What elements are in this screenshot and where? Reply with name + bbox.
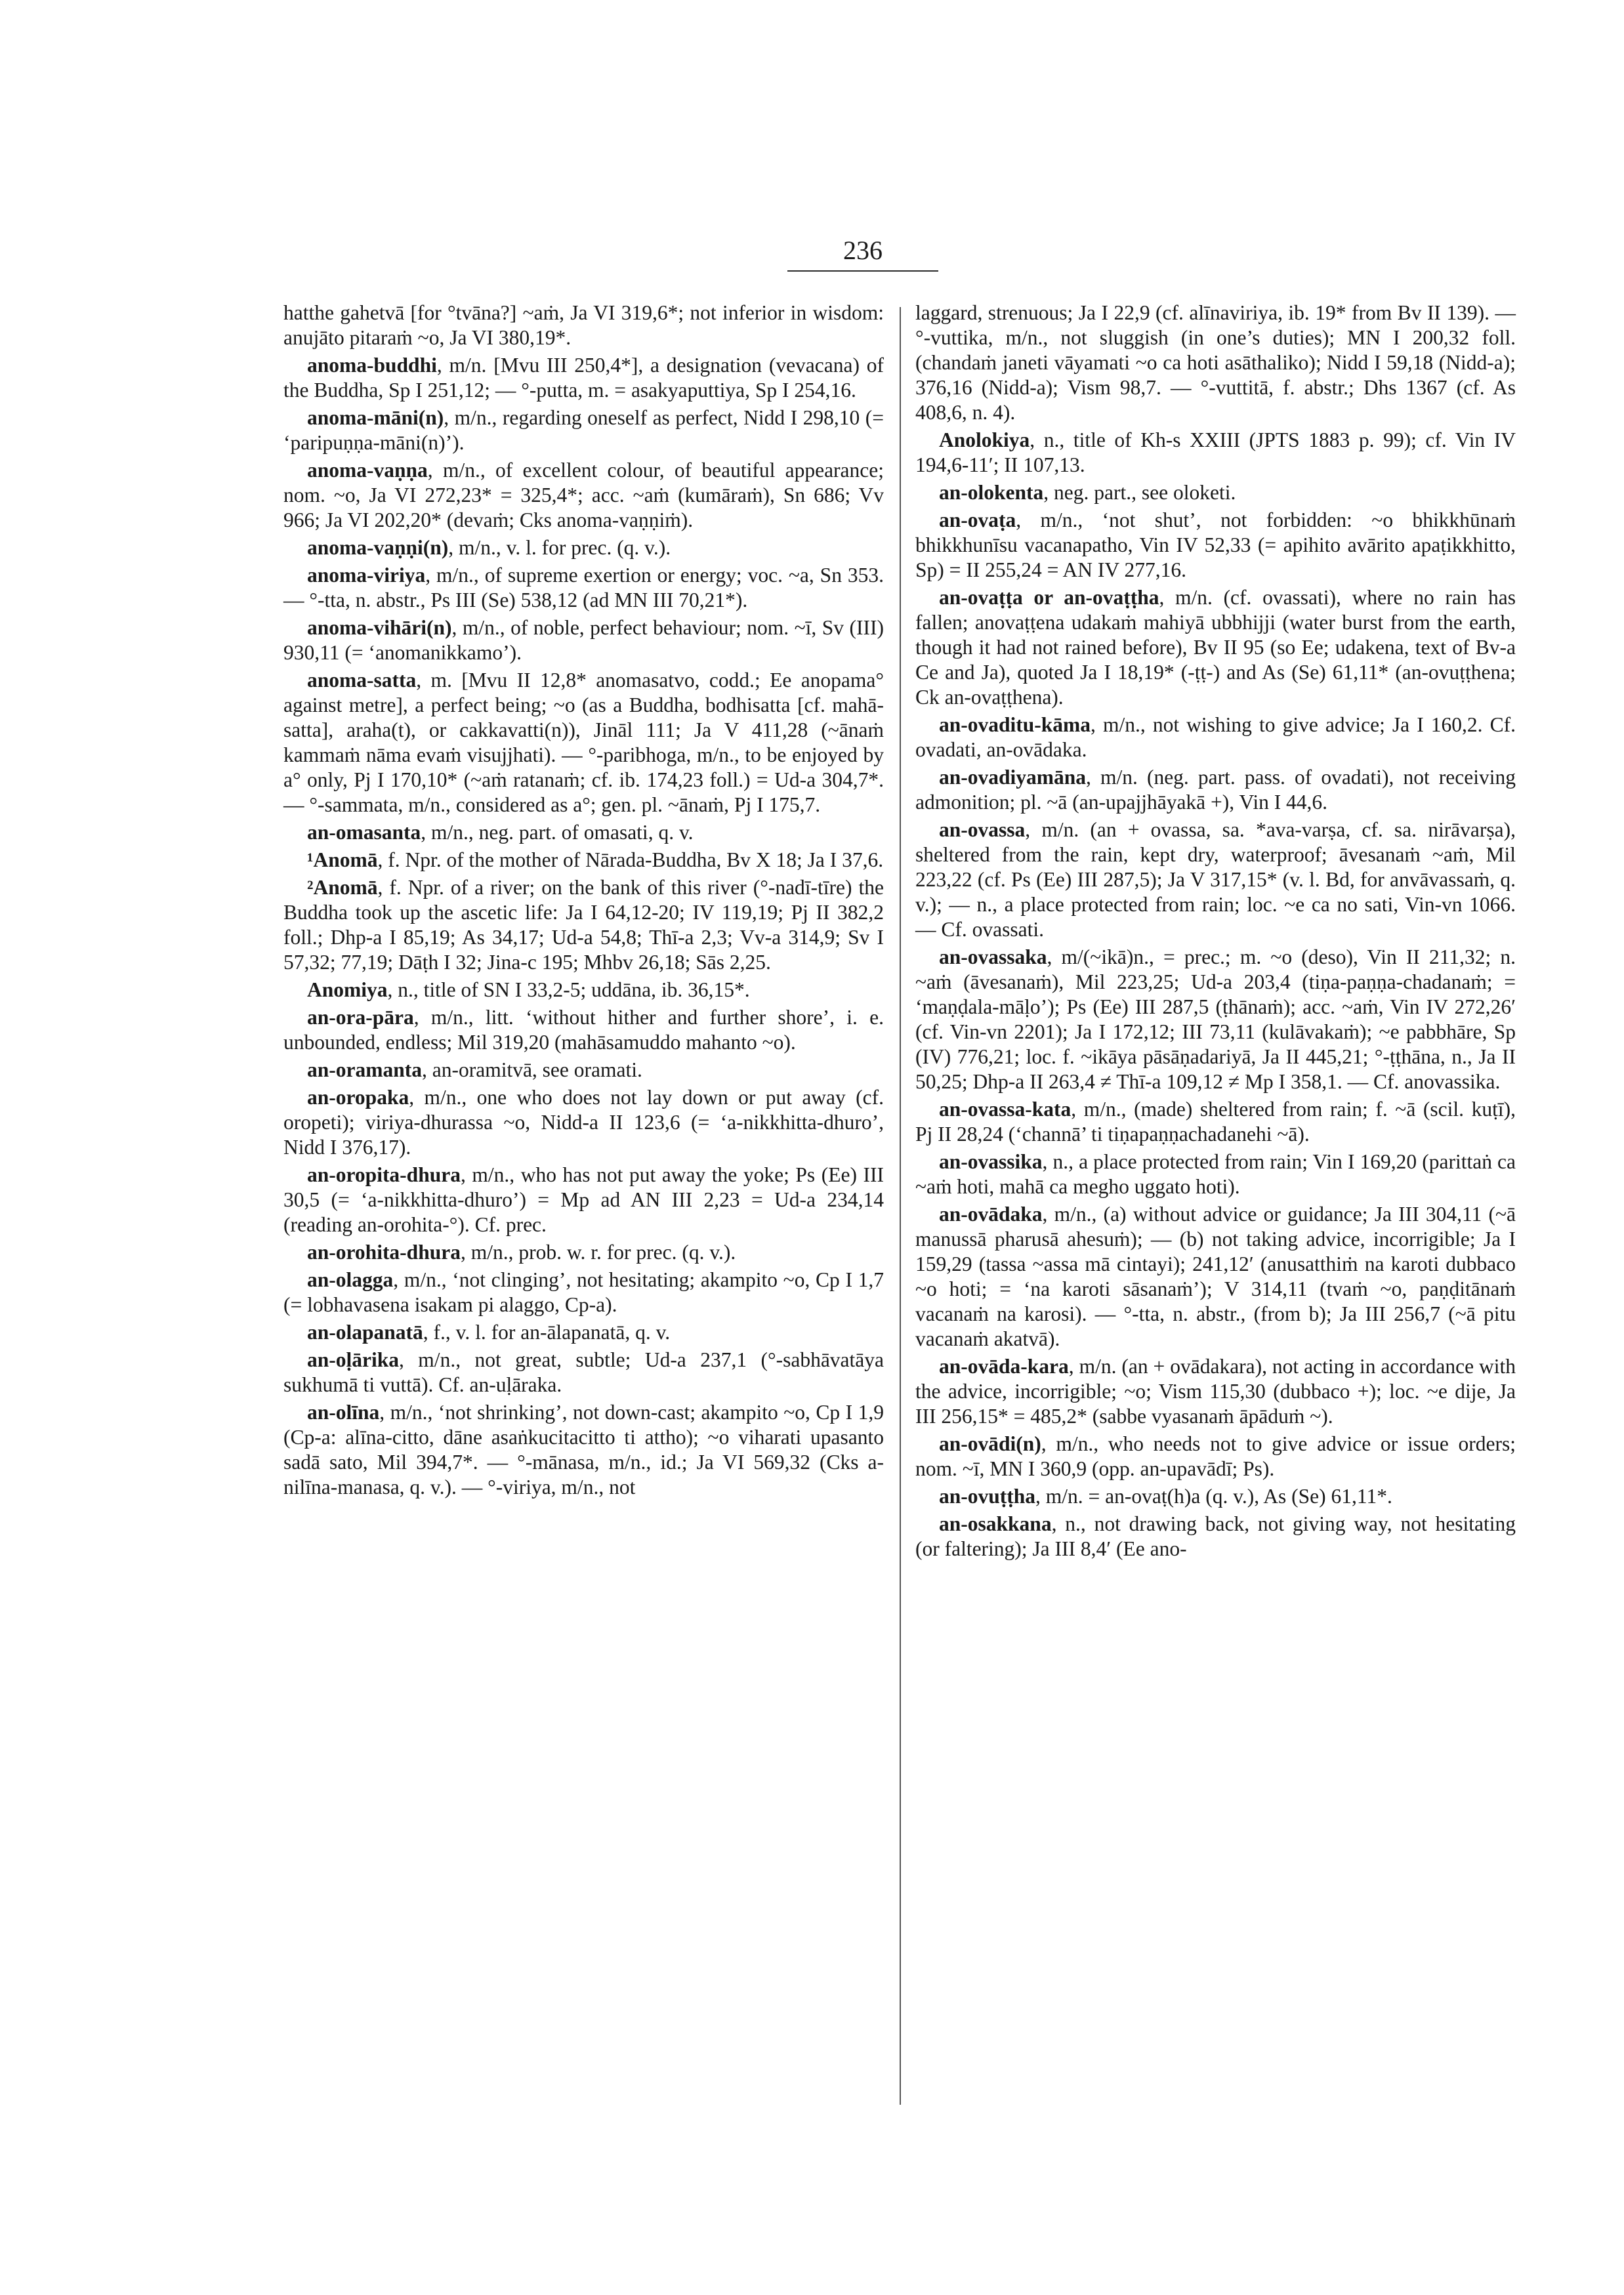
entry-headword: anoma-vaṇṇi(n) xyxy=(307,536,449,559)
entry-headword: an-olokenta xyxy=(939,481,1044,504)
dictionary-entry: ²Anomā, f. Npr. of a river; on the bank of this river (°-nadī-tīre) the Buddha took up the ascetic life: Ja I 64,12-20; IV 119,19; Pj II 382,2 foll.; Dhp-a I 85,19; As 34,17; Ud-a 54,8; Thī-a 2,3; Vv-a 314,9; Sv I 57,32; 77,19; Dāṭh I 32; Jina-c 195; Mhbv 26,18; Sās 2,25. xyxy=(283,876,884,974)
dictionary-entry: an-oropita-dhura, m/n., who has not put away the yoke; Ps (Ee) III 30,5 (= ‘a-nikkhitta-dhuro’) = Mp ad AN III 2,23 = Ud-a 234,14 (reading an-orohita-°). Cf. prec. xyxy=(283,1163,884,1236)
entry-headword: an-oramanta xyxy=(307,1058,422,1081)
entry-headword: an-ovuṭṭha xyxy=(939,1485,1036,1508)
dictionary-entry: anoma-māni(n), m/n., regarding oneself as perfect, Nidd I 298,10 (= ‘paripuṇṇa-māni(n)’). xyxy=(283,406,884,454)
dictionary-entry: an-ovaṭṭa or an-ovaṭṭha, m/n. (cf. ovassati), where no rain has fallen; anovaṭṭena udakaṁ mahiyā ubbhijji (water burst from the earth, though it had not rained before), Bv II 95 (so Ee; udakena, text of Bv-a Ce and Ja), quoted Ja I 18,19* (-ṭṭ-) and As (Se) 61,11* (an-ovuṭṭhena; Ck an-ovaṭṭhena). xyxy=(915,586,1516,709)
entry-headword: ¹Anomā xyxy=(307,848,378,871)
dictionary-entry: anoma-viriya, m/n., of supreme exertion or energy; voc. ~a, Sn 353. — °-tta, n. abstr., Ps III (Se) 538,12 (ad MN III 70,21*). xyxy=(283,564,884,611)
page-number-rule xyxy=(787,270,938,272)
page-number: 236 xyxy=(843,236,883,265)
dictionary-entry: an-orohita-dhura, m/n., prob. w. r. for prec. (q. v.). xyxy=(307,1241,736,1264)
entry-headword: an-ovaṭa xyxy=(939,508,1016,531)
dictionary-entry: an-ovuṭṭha, m/n. = an-ovaṭ(h)a (q. v.), As (Se) 61,11*. xyxy=(939,1485,1392,1508)
dictionary-entry: an-ovaditu-kāma, m/n., not wishing to give advice; Ja I 160,2. Cf. ovadati, an-ovādaka. xyxy=(915,713,1516,761)
dictionary-entry: anoma-vihāri(n), m/n., of noble, perfect behaviour; nom. ~ī, Sv (III) 930,11 (= ‘anomanikkamo’). xyxy=(283,616,884,664)
dictionary-entry: an-ovādaka, m/n., (a) without advice or guidance; Ja III 304,11 (~ā manussā pharusā ahesuṁ); — (b) not taking advice, incorrigible; Ja I 159,29 (tassa ~assa mā cintayi); 241,12′ (anusatthiṁ na karoti dubbaco ~o hoti; = ‘na karoti sāsanaṁ’); V 314,11 (tvaṁ ~o, paṇḍitānaṁ vacanaṁ na karosi). — °-tta, n. abstr., (from b); Ja III 256,7 (~ā pitu vacanaṁ akatvā). xyxy=(915,1203,1516,1350)
dictionary-entry: an-olokenta, neg. part., see oloketi. xyxy=(939,481,1236,504)
dictionary-entry: anoma-buddhi, m/n. [Mvu III 250,4*], a designation (vevacana) of the Buddha, Sp I 251,12; — °-putta, m. = asakyaputtiya, Sp I 254,16. xyxy=(283,354,884,402)
dictionary-entry: an-ovāda-kara, m/n. (an + ovādakara), not acting in accordance with the advice, incorrigible; ~o; Vism 115,30 (dubbaco +); loc. ~e dije, Ja III 256,15* = 485,2* (sabbe vyasanaṁ āpāduṁ ~). xyxy=(915,1355,1516,1428)
column-divider xyxy=(900,307,901,2105)
dictionary-entry: anoma-satta, m. [Mvu II 12,8* anomasatvo, codd.; Ee anopama° against metre], a perfect being; ~o (as a Buddha, bodhisatta [cf. mahā-satta], araha(t), or cakkavatti(n)), Jināl 111; Ja V 411,28 (~ānaṁ kammaṁ nāma evaṁ visujjhati). — °-paribhoga, m/n., to be enjoyed by a° only, Pj I 170,10* (~aṁ ratanaṁ; cf. ib. 174,23 foll.) = Ud-a 304,7*. — °-sammata, m/n., considered as a°; gen. pl. ~ānaṁ, Pj I 175,7. xyxy=(283,669,884,816)
entry-headword: an-ovadiyamāna xyxy=(939,766,1087,789)
dictionary-entry: an-osakkana, n., not drawing back, not giving way, not hesitating (or faltering); Ja III 8,4′ (Ee ano- xyxy=(915,1512,1516,1560)
dictionary-entry: an-oramanta, an-oramitvā, see oramati. xyxy=(307,1058,642,1081)
dictionary-entry: an-olagga, m/n., ‘not clinging’, not hesitating; akampito ~o, Cp I 1,7 (= lobhavasena isakam pi alaggo, Cp-a). xyxy=(283,1268,884,1316)
entry-headword: an-omasanta xyxy=(307,821,421,844)
dictionary-entry: laggard, strenuous; Ja I 22,9 (cf. alīnaviriya, ib. 19* from Bv II 139). — °-vuttika, m/n., not sluggish (in one’s duties); MN I 200,32 foll. (chandaṁ janeti vāyamati ~o ca hoti asāthaliko); Nidd I 59,18 (Nidd-a); 376,16 (Nidd-a); Vism 98,7. — °-vuttitā, f. abstr.; Dhs 1367 (cf. As 408,6, n. 4). xyxy=(915,301,1516,424)
dictionary-entry: an-ora-pāra, m/n., litt. ‘without hither and further shore’, i. e. unbounded, endless; Mil 319,20 (mahāsamuddo mahanto ~o). xyxy=(283,1006,884,1054)
entry-headword: an-ovassika xyxy=(939,1150,1043,1173)
entry-headword: anoma-māni(n) xyxy=(307,406,444,429)
right-column xyxy=(915,300,1516,1564)
dictionary-entry: Anolokiya, n., title of Kh-s XXIII (JPTS 1883 p. 99); cf. Vin IV 194,6-11′; II 107,13. xyxy=(915,428,1516,476)
left-column xyxy=(283,300,884,1502)
entry-headword: ²Anomā xyxy=(307,876,378,899)
entry-headword: anoma-satta xyxy=(307,669,417,692)
entry-headword: an-oḷārika xyxy=(307,1348,400,1371)
dictionary-entry: an-ovassaka, m/(~ikā)n., = prec.; m. ~o (deso), Vin II 211,32; n. ~aṁ (āvesanaṁ), Mil 223,25; Ud-a 203,4 (tiṇa-paṇṇa-chadanaṁ; = ‘maṇḍala-māḷo’); Ps (Ee) III 287,5 (ṭhānaṁ); acc. ~aṁ, Vin IV 272,26′ (cf. Vin-vn 2201); Ja I 172,12; III 73,11 (kulāvakaṁ); ~e pabbhāre, Sp (IV) 776,21; loc. f. ~ikāya pāsāṇadariyā, Ja II 445,21; °-ṭṭhāna, n., Ja II 50,25; Dhp-a II 263,4 ≠ Thī-a 109,12 ≠ Mp I 358,1. — Cf. anovassika. xyxy=(915,945,1516,1093)
entry-headword: anoma-buddhi xyxy=(307,354,437,377)
entry-headword: an-olīna xyxy=(307,1401,380,1424)
dictionary-entry: an-ovassa, m/n. (an + ovassa, sa. *ava-varṣa, cf. sa. nirāvarṣa), sheltered from the rain, kept dry, waterproof; āvesanaṁ ~aṁ, Mil 223,22 (cf. Ps (Ee) III 287,5); Ja V 317,15* (v. l. Bd, for anvāvassaṁ, q. v.); — n., a place protected from rain; loc. ~e ca no sati, Vin-vn 1066. — Cf. ovassati. xyxy=(915,818,1516,941)
entry-headword: an-ovaṭṭa or an-ovaṭṭha xyxy=(939,586,1159,609)
dictionary-entry: an-ovaṭa, m/n., ‘not shut’, not forbidden: ~o bhikkhūnaṁ bhikkhunīsu vacanapatho, Vin IV 52,33 (= apihito avārito apaṭikkhitto, Sp) = II 255,24 = AN IV 277,16. xyxy=(915,508,1516,581)
dictionary-entry: an-ovādi(n), m/n., who needs not to give advice or issue orders; nom. ~ī, MN I 360,9 (opp. an-upavādī; Ps). xyxy=(915,1432,1516,1480)
dictionary-entry: anoma-vaṇṇa, m/n., of excellent colour, of beautiful appearance; nom. ~o, Ja VI 272,23* = 325,4*; acc. ~aṁ (kumāraṁ), Sn 686; Vv 966; Ja VI 202,20* (devaṁ; Cks anoma-vaṇṇiṁ). xyxy=(283,459,884,531)
entry-headword: an-ovaditu-kāma xyxy=(939,713,1091,736)
dictionary-entry: ¹Anomā, f. Npr. of the mother of Nārada-Buddha, Bv X 18; Ja I 37,6. xyxy=(307,848,884,871)
entry-headword: an-ovassa xyxy=(939,818,1026,841)
entry-headword: an-olagga xyxy=(307,1268,394,1291)
dictionary-entry: anoma-vaṇṇi(n), m/n., v. l. for prec. (q. v.). xyxy=(307,536,671,559)
entry-headword: anoma-vaṇṇa xyxy=(307,459,428,482)
entry-headword: anoma-viriya xyxy=(307,564,426,587)
entry-headword: an-ovassaka xyxy=(939,945,1047,968)
entry-headword: Anolokiya xyxy=(939,428,1030,451)
dictionary-entry: an-oropaka, m/n., one who does not lay down or put away (cf. oropeti); viriya-dhurassa ~o, Nidd-a II 123,6 (= ‘a-nikkhitta-dhuro’, Nidd I 376,17). xyxy=(283,1086,884,1159)
dictionary-entry: an-ovadiyamāna, m/n. (neg. part. pass. of ovadati), not receiving admonition; pl. ~ā (an-upajjhāyakā +), Vin I 44,6. xyxy=(915,766,1516,814)
entry-headword: an-ovāda-kara xyxy=(939,1355,1069,1378)
dictionary-entry: an-olīna, m/n., ‘not shrinking’, not down-cast; akampito ~o, Cp I 1,9 (Cp-a: alīna-citto, dāne asaṅkucitacitto ti attho); ~o viharati upasanto sadā sato, Mil 394,7*. — °-mānasa, m/n., id.; Ja VI 569,32 (Cks a-nilīna-manasa, q. v.). — °-viriya, m/n., not xyxy=(283,1401,884,1499)
entry-headword: an-oropita-dhura xyxy=(307,1163,461,1186)
dictionary-entry: an-oḷārika, m/n., not great, subtle; Ud-a 237,1 (°-sabhāvatāya sukhumā ti vuttā). Cf. an-uḷāraka. xyxy=(283,1348,884,1396)
dictionary-entry: an-ovassa-kata, m/n., (made) sheltered from rain; f. ~ā (scil. kuṭī), Pj II 28,24 (‘channā’ ti tiṇapaṇṇachadanehi ~ā). xyxy=(915,1098,1516,1146)
entry-headword: an-ora-pāra xyxy=(307,1006,414,1029)
entry-headword: an-ovādi(n) xyxy=(939,1432,1041,1455)
dictionary-entry: an-ovassika, n., a place protected from rain; Vin I 169,20 (parittaṅ ca ~aṁ hoti, mahā ca megho uggato hoti). xyxy=(915,1150,1516,1198)
entry-headword: an-orohita-dhura xyxy=(307,1241,461,1264)
entry-headword: anoma-vihāri(n) xyxy=(307,616,452,639)
entry-headword: an-ovādaka xyxy=(939,1203,1043,1226)
entry-headword: an-ovassa-kata xyxy=(939,1098,1072,1121)
dictionary-entry: an-olapanatā, f., v. l. for an-ālapanatā, q. v. xyxy=(307,1321,671,1344)
entry-headword: an-osakkana xyxy=(939,1512,1052,1535)
dictionary-entry: an-omasanta, m/n., neg. part. of omasati, q. v. xyxy=(307,821,694,844)
entry-headword: an-olapanatā xyxy=(307,1321,423,1344)
dictionary-entry: hatthe gahetvā [for °tvāna?] ~aṁ, Ja VI 319,6*; not inferior in wisdom: anujāto pitaraṁ ~o, Ja VI 380,19*. xyxy=(283,301,884,349)
entry-headword: an-oropaka xyxy=(307,1086,409,1109)
entry-headword: Anomiya xyxy=(307,978,388,1001)
dictionary-entry: Anomiya, n., title of SN I 33,2-5; uddāna, ib. 36,15*. xyxy=(307,978,750,1001)
